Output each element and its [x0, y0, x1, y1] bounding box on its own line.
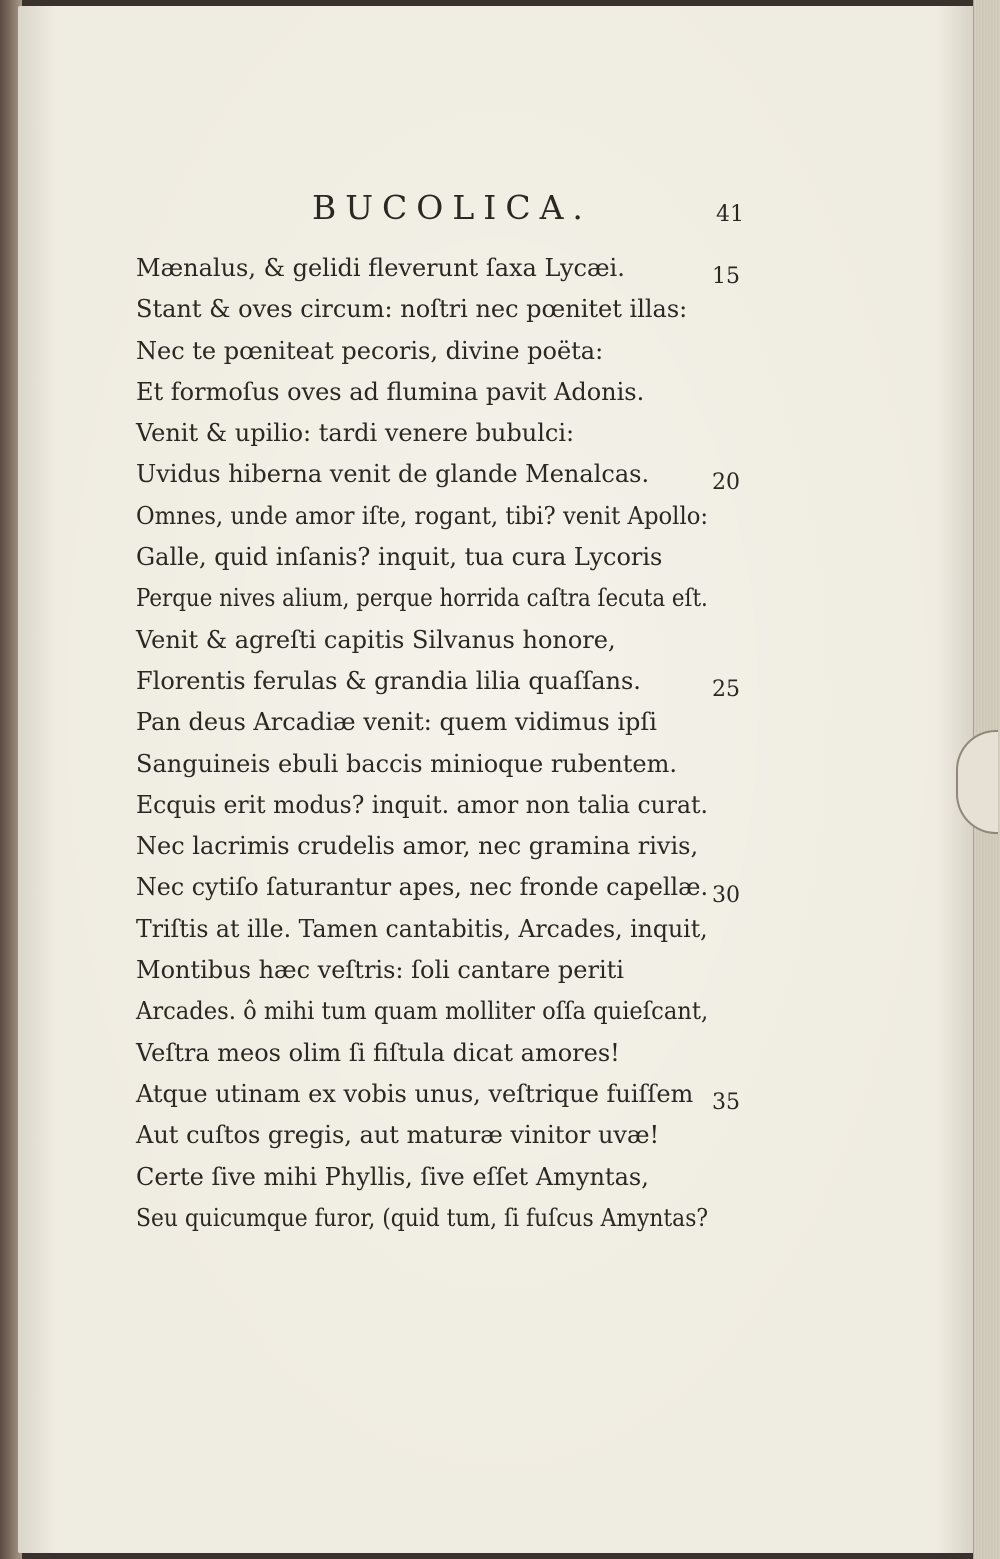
verse-line [136, 1033, 756, 1074]
page-number: 41 [716, 202, 744, 227]
verse-line [136, 991, 756, 1032]
verse-text: Nec cytiſo ſaturantur apes, nec fronde capellæ. [136, 873, 709, 902]
verse-line [136, 1198, 756, 1239]
verse-line [136, 950, 756, 991]
verse-lines [136, 248, 756, 1239]
verse-text: Ecquis erit modus? inquit. amor non talia curat. [136, 790, 708, 819]
verse-line [136, 372, 756, 413]
line-number: 20 [712, 470, 740, 496]
verse-line [136, 454, 756, 495]
verse-text: Omnes, unde amor iſte, rogant, tibi? venit Apollo: [136, 501, 709, 530]
verse-line [136, 826, 756, 867]
verse-text: Arcades. ô mihi tum quam molliter oſſa quieſcant, [136, 997, 709, 1026]
verse-text: Mænalus, & gelidi fleverunt ſaxa Lycæi. [136, 254, 625, 282]
verse-line [136, 702, 756, 743]
verse-line [136, 744, 756, 785]
text-block [136, 188, 756, 1239]
verse-line [136, 1074, 756, 1115]
verse-line [136, 1115, 756, 1156]
verse-line [136, 620, 756, 661]
verse-text: Certe ſive mihi Phyllis, ſive eſſet Amyntas, [136, 1162, 649, 1191]
verse-text: Pan deus Arcadiæ venit: quem vidimus ipſi [136, 708, 657, 737]
verse-text: Stant & oves circum: noſtri nec pœnitet illas: [136, 295, 688, 324]
verse-text: Florentis ferulas & grandia lilia quaſſans. [136, 666, 641, 695]
verse-text: Perque nives alium, perque horrida caſtra ſecuta eſt. [136, 584, 708, 613]
line-number: 35 [712, 1089, 740, 1115]
verse-text: Veſtra meos olim ſi fiſtula dicat amores! [136, 1038, 620, 1067]
verse-text: Nec te pœniteat pecoris, divine poëta: [136, 336, 604, 365]
verse-text: Venit & upilio: tardi venere bubulci: [136, 419, 575, 448]
verse-text: Seu quicumque furor, (quid tum, ſi fuſcus Amyntas? [136, 1203, 709, 1232]
verse-text: Galle, quid inſanis? inquit, tua cura Lycoris [136, 543, 663, 572]
verse-text: Montibus hæc veſtris: ſoli cantare periti [136, 956, 624, 985]
verse-text: Venit & agreſti capitis Silvanus honore, [136, 625, 616, 654]
verse-line [136, 537, 756, 578]
verse-line [136, 909, 756, 950]
verse-text: Atque utinam ex vobis unus, veſtrique fuiſſem [136, 1079, 694, 1108]
verse-text: Triſtis at ille. Tamen cantabitis, Arcades, inquit, [136, 914, 708, 943]
verse-line [136, 1157, 756, 1198]
verse-line [136, 289, 756, 330]
running-head-title: BUCOLICA. [312, 188, 592, 227]
verse-line [136, 867, 756, 908]
verse-text: Uvidus hiberna venit de glande Menalcas. [136, 460, 650, 489]
verse-line [136, 413, 756, 454]
verse-text: Aut cuſtos gregis, aut maturæ vinitor uvæ! [136, 1121, 660, 1150]
verse-line [136, 578, 756, 619]
line-number: 15 [712, 264, 740, 289]
verse-line [136, 331, 756, 372]
line-number: 25 [712, 676, 740, 702]
verse-line [136, 496, 756, 537]
verse-text: Sanguineis ebuli baccis minioque rubentem. [136, 749, 678, 778]
verse-line [136, 785, 756, 826]
verse-text: Et formoſus oves ad flumina pavit Adonis. [136, 377, 645, 406]
verse-text: Nec lacrimis crudelis amor, nec gramina rivis, [136, 832, 699, 861]
running-head [136, 188, 756, 248]
line-number: 30 [712, 883, 740, 909]
verse-line [136, 248, 756, 289]
verse-line [136, 661, 756, 702]
